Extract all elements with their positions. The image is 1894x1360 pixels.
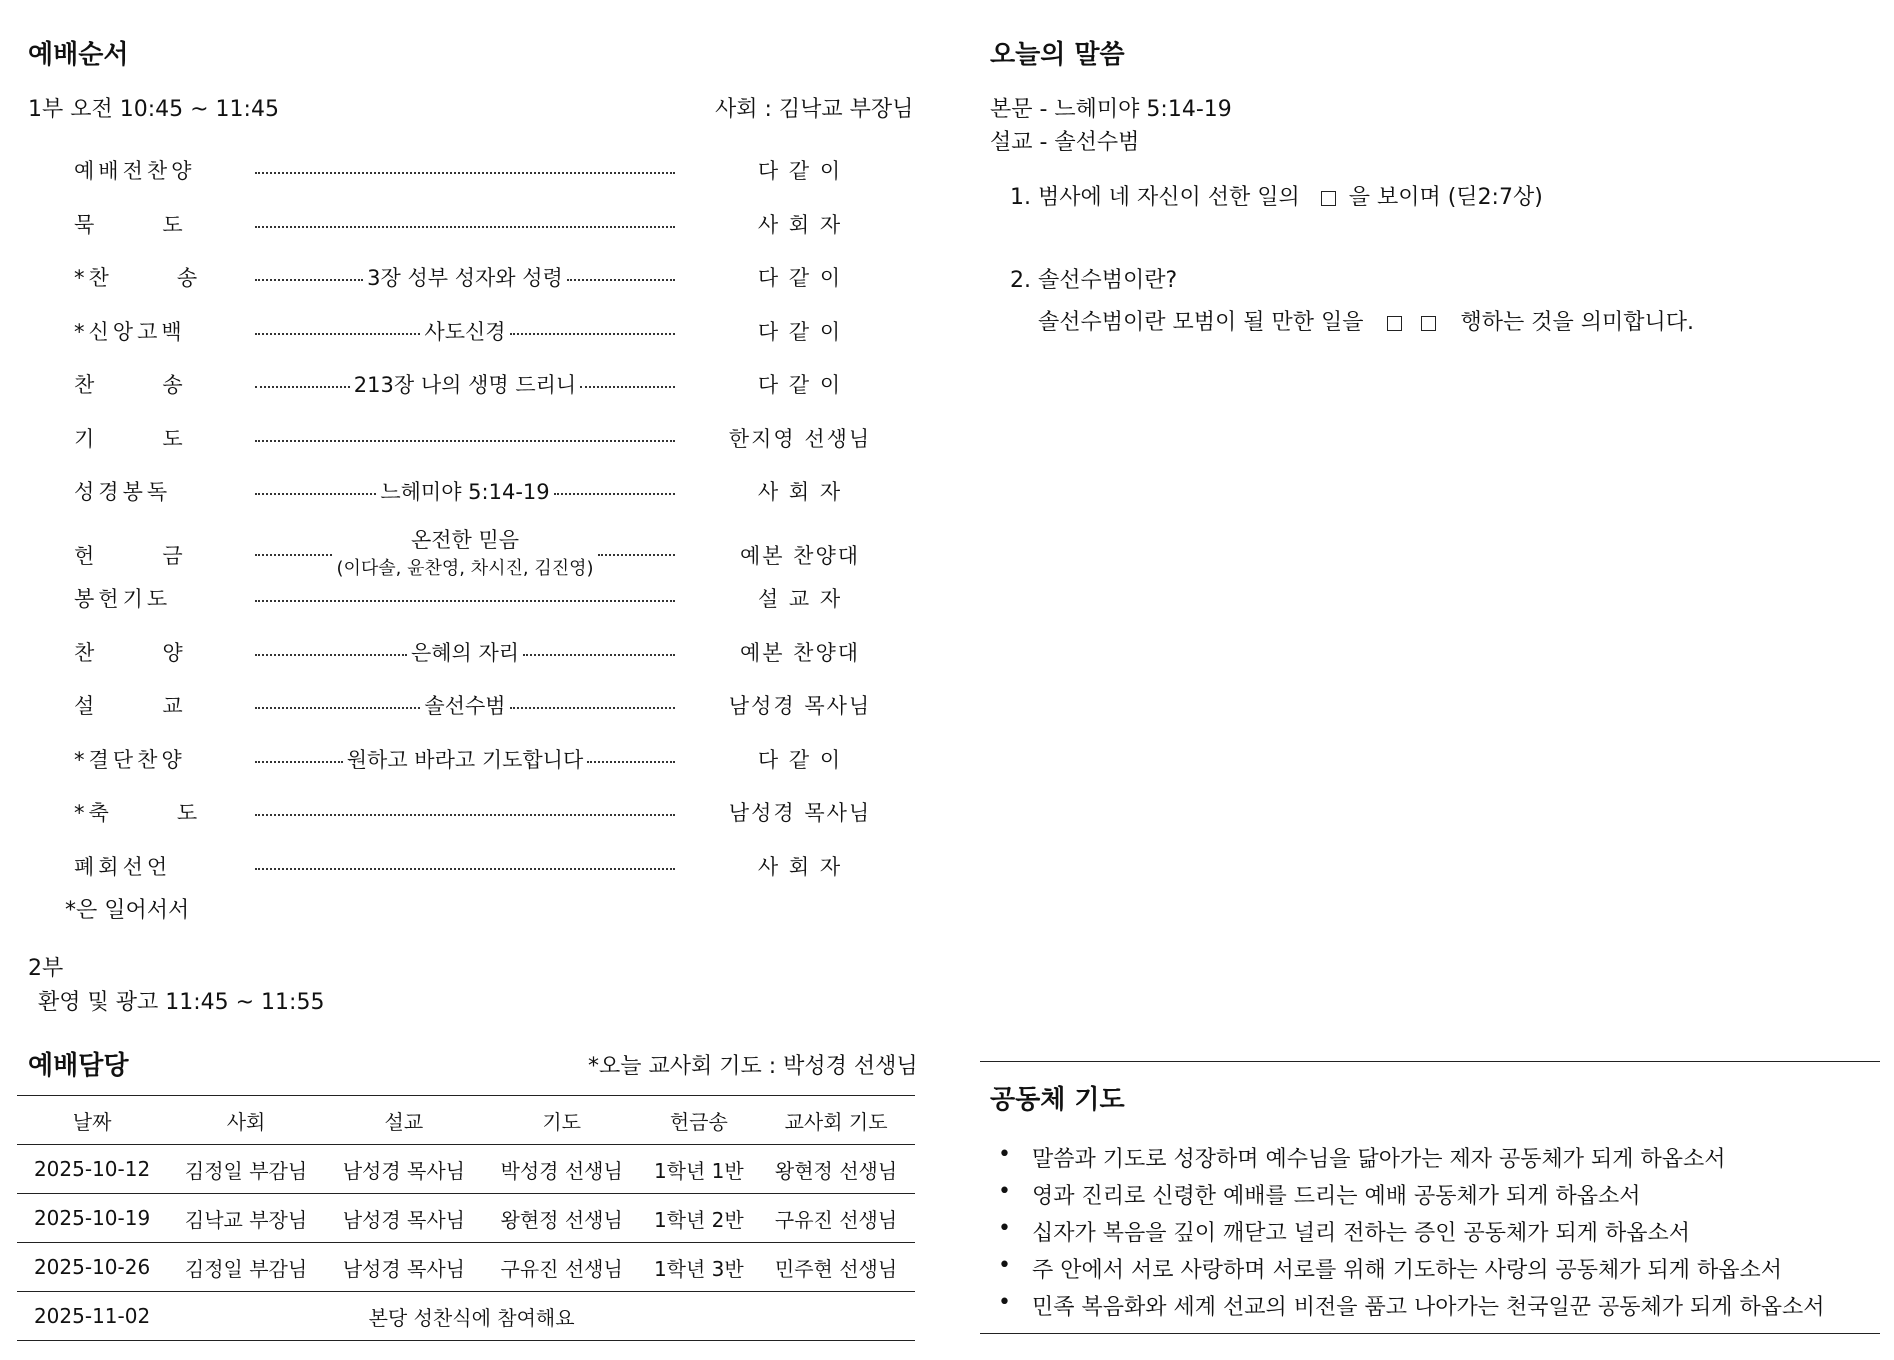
duty-header-sermon: 설교 [325,1096,483,1145]
stand-note: *은 일어서서 [65,898,190,923]
order-list [0,155,900,915]
table-row [17,1243,915,1292]
order-item-leader-person: 다 같 이 [757,373,843,397]
table-cell: 2025-10-26 [17,1243,167,1292]
order-row [0,637,900,677]
prayer-top-rule [980,1061,1880,1062]
order-row [0,527,900,579]
order-item-name: 묵 도 [74,212,187,237]
order-row [0,851,900,891]
dot-leader [255,761,343,763]
order-item-leader-person: 사 회 자 [757,212,843,237]
order-row [0,316,900,356]
dot-leader [580,386,675,388]
table-cell: 박성경 선생님 [483,1145,641,1194]
table-cell: 김정일 부감님 [167,1243,325,1292]
question-1 [1010,180,1543,211]
order-item-name: *신앙고백 [74,319,186,344]
question-2-after: 행하는 것을 의미합니다. [1460,310,1695,335]
table-cell: 김정일 부감님 [167,1145,325,1194]
dot-leader [554,493,675,495]
dot-leader [598,554,675,556]
order-item-leader [255,637,675,667]
order-item-leader [255,583,675,613]
table-cell: 1학년 2반 [641,1194,758,1243]
blank-box [1321,191,1336,206]
table-cell: 1학년 1반 [641,1145,758,1194]
order-item-leader [255,369,675,399]
order-item-content: 솔선수범 [424,694,506,718]
service1-time: 1부 오전 10:45 ~ 11:45 [28,97,279,122]
order-item-content: 느헤미야 5:14-19 [380,480,550,504]
order-item-leader-person: 남성경 목사님 [728,801,872,825]
order-item-leader-person: 한지영 선생님 [728,426,872,451]
blank-box [1387,316,1402,331]
table-cell: 민주현 선생님 [757,1243,915,1292]
order-item-name: 성경봉독 [74,480,172,504]
dot-leader [255,386,350,388]
order-item-leader [255,316,675,346]
order-item-leader [255,797,675,827]
dot-leader [255,554,332,556]
order-item-name: *결단찬양 [74,747,186,772]
dot-leader [255,226,675,228]
table-cell: 왕현정 선생님 [483,1194,641,1243]
table-cell: 2025-10-12 [17,1145,167,1194]
dot-leader [255,868,675,870]
dot-leader [567,279,675,281]
order-item-name: 예배전찬양 [74,159,196,183]
order-row [0,690,900,730]
order-item-name: 헌 금 [74,543,187,568]
dot-leader [587,761,675,763]
order-item-leader [255,744,675,774]
duty-header-teacher-prayer: 교사회 기도 [757,1096,915,1145]
order-item-content [332,524,597,580]
order-item-leader-person: 예본 찬양대 [739,640,861,665]
order-row [0,583,900,623]
prayer-list [990,1142,1880,1327]
table-cell: 1학년 3반 [641,1243,758,1292]
prayer-title: 공동체 기도 [990,1085,1125,1115]
duty-title: 예배담당 [28,1051,129,1081]
order-item-leader-person: 설 교 자 [757,587,843,611]
order-row [0,209,900,249]
order-item-leader-person: 사 회 자 [757,480,843,504]
order-item-name: *축 도 [74,801,202,825]
dot-leader [523,654,675,656]
duty-header-host: 사회 [167,1096,325,1145]
question-2-answer [1038,305,1694,336]
word-title: 오늘의 말씀 [990,40,1125,70]
order-item-leader-person: 다 같 이 [757,159,843,183]
order-item-leader [255,423,675,453]
table-cell: 2025-11-02 [17,1292,167,1341]
duty-header-prayer: 기도 [483,1096,641,1145]
duty-header-row [17,1096,915,1145]
order-item-name: 기 도 [74,426,187,451]
table-cell: 2025-10-19 [17,1194,167,1243]
table-cell-note: 본당 성찬식에 참여해요 [167,1292,915,1341]
order-item-leader [255,209,675,239]
duty-header-offering-song: 헌금송 [641,1096,758,1145]
dot-leader [255,493,376,495]
table-cell: 구유진 선생님 [483,1243,641,1292]
order-item-content: 3장 성부 성자와 성령 [367,266,563,290]
dot-leader [255,654,407,656]
order-item-leader [255,262,675,292]
order-item-content: 사도신경 [424,319,506,344]
order-item-name: *찬 송 [74,266,202,290]
question-2: 2. 솔선수범이란? [1010,268,1178,293]
list-item: • 민족 복음화와 세계 선교의 비전을 품고 나아가는 천국일꾼 공동체가 되게 하옵소서 [990,1290,1880,1327]
table-cell: 남성경 목사님 [325,1194,483,1243]
dot-leader [255,333,420,335]
order-item-leader-person: 다 같 이 [757,747,843,772]
table-row [17,1194,915,1243]
list-item: • 영과 진리로 신령한 예배를 드리는 예배 공동체가 되게 하옵소서 [990,1179,1880,1216]
order-item-content: 은혜의 자리 [410,640,520,665]
order-item-name: 봉헌기도 [74,587,172,611]
question-2-before: 솔선수범이란 모범이 될 만한 일을 [1038,310,1364,335]
order-item-leader-person: 예본 찬양대 [739,543,861,568]
duty-header-date: 날짜 [17,1096,167,1145]
duty-note: *오늘 교사회 기도 : 박성경 선생님 [588,1054,918,1079]
dot-leader [255,814,675,816]
dot-leader [255,707,420,709]
order-row [0,744,900,784]
table-cell: 왕현정 선생님 [757,1145,915,1194]
order-item-content: 213장 나의 생명 드리니 [353,373,577,397]
dot-leader [255,440,675,442]
order-item-leader [255,690,675,720]
table-cell: 구유진 선생님 [757,1194,915,1243]
table-cell: 남성경 목사님 [325,1243,483,1292]
order-item-leader-person: 사 회 자 [757,854,843,879]
order-row [0,476,900,516]
order-item-leader [255,522,675,582]
dot-leader [510,707,675,709]
table-row [17,1292,915,1341]
scripture: 본문 - 느헤미야 5:14-19 [990,97,1232,122]
service2-label: 2부 [28,956,64,981]
order-item-leader [255,476,675,506]
service2-detail: 환영 및 광고 11:45 ~ 11:55 [38,990,325,1015]
blank-box [1421,316,1436,331]
table-cell: 남성경 목사님 [325,1145,483,1194]
order-item-name: 폐회선언 [74,854,172,879]
list-item: • 주 안에서 서로 사랑하며 서로를 위해 기도하는 사랑의 공동체가 되게 하옵소서 [990,1253,1880,1290]
order-item-name: 찬 양 [74,640,187,665]
order-item-name: 찬 송 [74,373,187,397]
order-item-leader [255,155,675,185]
order-title: 예배순서 [28,40,129,70]
prayer-bottom-rule [980,1333,1880,1334]
dot-leader [255,600,675,602]
order-item-content-main: 온전한 믿음 [410,527,520,552]
order-row [0,797,900,837]
order-row [0,262,900,302]
table-row [17,1145,915,1194]
order-item-leader-person: 남성경 목사님 [728,694,872,718]
dot-leader [510,333,675,335]
order-item-name: 설 교 [74,694,187,718]
dot-leader [255,172,675,174]
question-1-after: 을 보이며 (딛2:7상) [1348,185,1543,210]
service1-host: 사회 : 김낙교 부장님 [715,97,914,122]
order-item-leader-person: 다 같 이 [757,266,843,290]
order-item-content: 원하고 바라고 기도합니다 [346,747,584,772]
order-row [0,369,900,409]
order-row [0,423,900,463]
duty-table [17,1095,915,1341]
order-item-leader-person: 다 같 이 [757,319,843,344]
dot-leader [255,279,363,281]
order-item-leader [255,851,675,881]
list-item: • 말씀과 기도로 성장하며 예수님을 닮아가는 제자 공동체가 되게 하옵소서 [990,1142,1880,1179]
order-row [0,155,900,195]
table-cell: 김낙교 부장님 [167,1194,325,1243]
sermon: 설교 - 솔선수범 [990,130,1140,155]
order-item-content-sub: (이다솔, 윤찬영, 차시진, 김진영) [336,557,594,579]
list-item: • 십자가 복음을 깊이 깨닫고 널리 전하는 증인 공동체가 되게 하옵소서 [990,1216,1880,1253]
question-1-before: 1. 범사에 네 자신이 선한 일의 [1010,185,1300,210]
